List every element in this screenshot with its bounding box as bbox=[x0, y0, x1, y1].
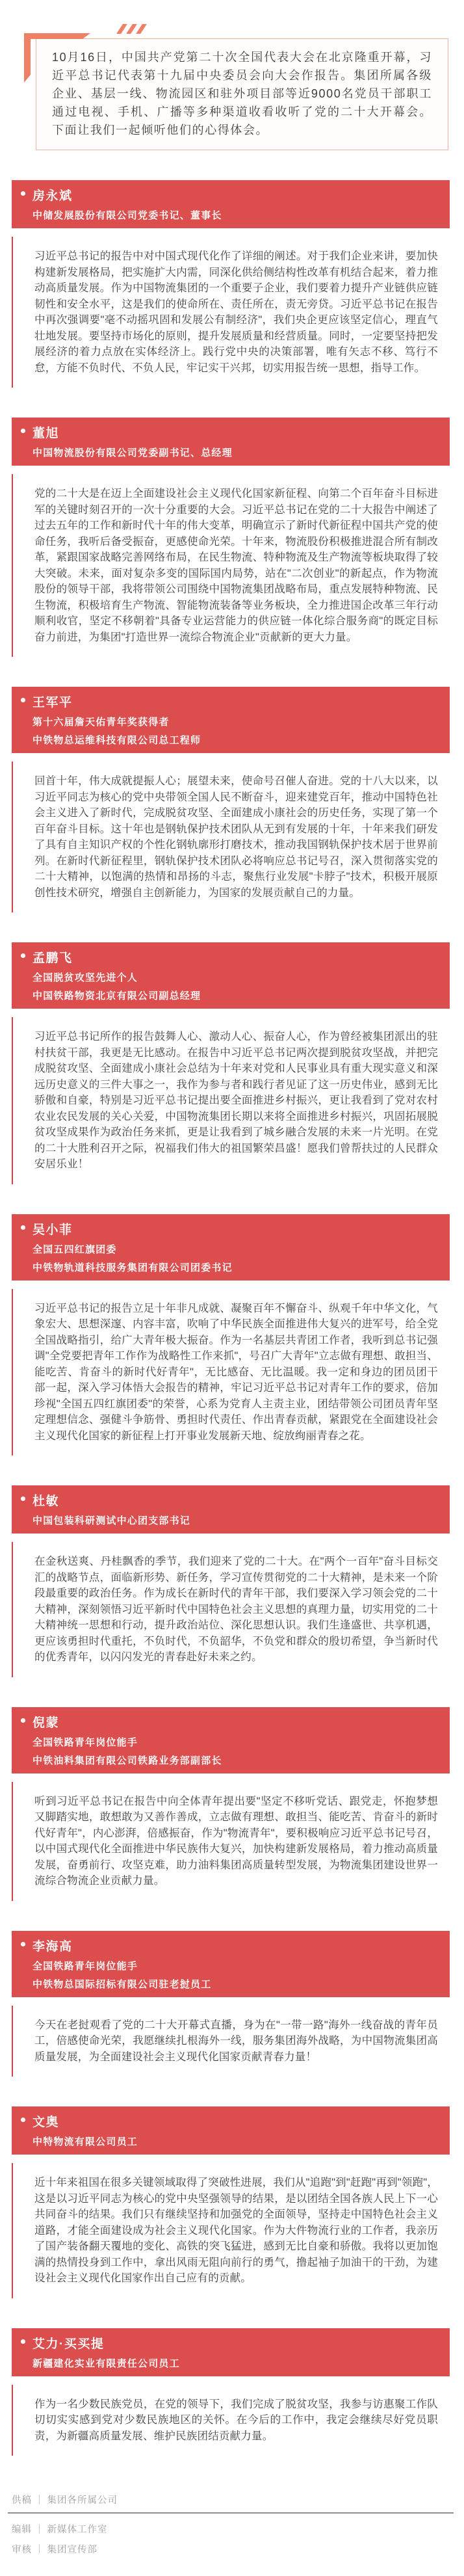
person-name: 艾力·买买提 bbox=[32, 2337, 105, 2351]
footer-separator: ｜ bbox=[34, 2525, 45, 2535]
person-title: 全国脱贫攻坚先进个人 bbox=[32, 972, 138, 983]
person-speech: 作为一名少数民族党员，在党的领导下，我们完成了脱贫攻坚，我参与访惠聚工作队切切实实感到党对少数民族地区的关怀。在今后的工作中，我定会继续尽好党员职责，为新疆高质量发展、维护民族团结贡献力量。 bbox=[34, 2398, 438, 2442]
person-name-row bbox=[19, 1220, 442, 1238]
person-titles bbox=[19, 2134, 442, 2148]
person-name-bar bbox=[12, 2106, 450, 2155]
person-name-row bbox=[19, 186, 442, 204]
person-name-row bbox=[19, 423, 442, 441]
person-quote-block bbox=[12, 2006, 450, 2077]
person-name: 董旭 bbox=[32, 427, 60, 440]
person-section bbox=[12, 418, 450, 657]
footer-label: 审核 bbox=[12, 2545, 32, 2555]
bullet-icon bbox=[21, 1718, 25, 1723]
person-section bbox=[12, 687, 450, 912]
person-name: 倪蒙 bbox=[32, 1716, 60, 1730]
person-title: 中特物流有限公司员工 bbox=[32, 2136, 138, 2147]
corner-decoration-icon bbox=[24, 33, 90, 39]
person-name: 吴小菲 bbox=[32, 1223, 73, 1237]
person-titles bbox=[19, 1513, 442, 1527]
person-quote-block bbox=[12, 1017, 450, 1184]
person-section bbox=[12, 1707, 450, 1901]
bullet-icon bbox=[21, 1496, 25, 1501]
person-section bbox=[12, 1931, 450, 2077]
person-name-bar bbox=[12, 1485, 450, 1534]
person-speech: 听到习近平总书记在报告中向全体青年提出要"坚定不移听党话、跟党走，怀抱梦想又脚踏实地，敢想敢为又善作善成，立志做有理想、敢担当、能吃苦、肯奋斗的新时代好青年"，内心澎湃，倍感振奋，作为"物流青年"，要积极响应习近平总书记号召，以中国式现代化全面推进中华民族伟大复兴，加快构建新发展格局，着力推动高质量发展，奋勇前行、攻坚克难，助力油料集团高质量转型发展，为物流集团建设世界一流综合物流企业贡献力量。 bbox=[34, 1795, 438, 1887]
person-section bbox=[12, 942, 450, 1184]
person-title: 中国物流股份有限公司党委副书记、总经理 bbox=[32, 447, 233, 458]
person-speech: 习近平总书记的报告立足十年非凡成就、凝聚百年不懈奋斗、纵观千年中华文化，气象宏大、思想深邃、内容丰富，吹响了中华民族全面推进伟大复兴的进军号，给全党全国战略指引，给广大青年极大振奋。作为一名基层共青团工作者，我听到总书记强调"全党要把青年工作作为战略性工作来抓"，号召广大青年"立志做有理想、敢担当、能吃苦、肯奋斗的新时代好青年"，无比感奋、无比温暖。我一定和身边的团员团干部一起，深入学习体悟大会报告的精神，牢记习近平总书记对青年工作的要求，倍加珍视"全国五四红旗团委"的荣誉，心系为党育人主责主业，团结带领公司团员青年坚定理想信念、强健斗争筋骨、勇担时代责任、作出青春贡献，紧跟党在全面建设社会主义现代化国家的新征程上打开事业发展新天地、绽放绚丽青春之花。 bbox=[34, 1302, 438, 1442]
person-name-row bbox=[19, 948, 442, 966]
person-title: 中铁物总运维科技有限公司总工程师 bbox=[32, 735, 201, 746]
person-title: 全国五四红旗团委 bbox=[32, 1243, 117, 1255]
slash-icon bbox=[126, 24, 137, 34]
triple-slash-icon bbox=[120, 24, 144, 34]
person-section bbox=[12, 1214, 450, 1456]
person-title: 全国铁路青年岗位能手 bbox=[32, 1736, 138, 1748]
corner-decoration-icon bbox=[24, 33, 31, 83]
person-speech: 在金秋送爽、丹桂飘香的季节，我们迎来了党的二十大。在"两个一百年"奋斗目标交汇的战略节点，面临新形势、新任务，学习宣传贯彻党的二十大精神，是未来一个阶段最重要的政治任务。作为成长在新时代的青年干部，我们要深入学习领会党的二十大精神，深刻领悟习近平新时代中国特色社会主义思想的真理力量，切实用党的二十大精神统一思想和行动，提升政治站位、深化思想认识。我们生逢盛世、共享机遇，更应该勇担时代重托，不负时代，不负韶华，不负党和群众的殷切希望，争当新时代的优秀青年，以闪闪发光的青春赴好未来之约。 bbox=[34, 1556, 438, 1663]
footer-separator: ｜ bbox=[34, 2545, 45, 2555]
intro-text: 10月16日，中国共产党第二十次全国代表大会在北京隆重开幕，习近平总书记代表第十九届中央委员会向大会作报告。集团所属各级企业、基层一线、物流园区和驻外项目部等近9000名党员干部职工通过电视、手机、广播等多种渠道收看收听了党的二十大开幕会。下面让我们一起倾听他们的心得体会。 bbox=[52, 51, 432, 137]
person-name: 文奥 bbox=[32, 2116, 60, 2129]
people-list bbox=[0, 180, 464, 2456]
person-quote-block bbox=[12, 1289, 450, 1456]
person-speech: 习近平总书记的报告中对中国式现代化作了详细的阐述。对于我们企业来讲，要加快构建新发展格局，把实施扩大内需，同深化供给侧结构性改革有机结合起来，着力推动高质量发展。作为中国物流集团的一个重要子企业，我们要着力提升产业链供应链韧性和安全水平，这是我们的使命所在、责任所在，责无旁贷。习近平总书记在报告中再次强调要"毫不动摇巩固和发展公有制经济"，我们央企更应该坚定信心，理直气壮地发展。要坚持市场化的原则，提升发展质量和经营质量。同时，一定要坚持把发展经济的着力点放在实体经济上。践行党中央的决策部署，唯有矢志不移、笃行不怠，方能不负时代、不负人民，牢记实干兴邦，切实用报告统一思想，指导工作。 bbox=[34, 250, 438, 374]
person-quote-block bbox=[12, 237, 450, 388]
person-name-row bbox=[19, 1937, 442, 1954]
bullet-icon bbox=[21, 2339, 25, 2344]
slash-icon bbox=[116, 24, 127, 34]
person-titles bbox=[19, 1735, 442, 1767]
person-title: 中国包装科研测试中心团支部书记 bbox=[32, 1515, 191, 1526]
person-name: 杜敏 bbox=[32, 1494, 60, 1508]
person-name-bar bbox=[12, 1931, 450, 1997]
footer-line-contributor bbox=[12, 2490, 450, 2510]
footer-label: 编辑 bbox=[12, 2525, 32, 2535]
person-speech: 回首十年，伟大成就提振人心；展望未来，使命号召催人奋进。党的十八大以来，以习近平同志为核心的党中央带领全国人民不断奋斗，迎来建党百年，推动中国特色社会主义进入了新时代，完成脱贫攻坚、全面建成小康社会的历史任务，实现了第一个百年奋斗目标。这十年也是钢轨保护技术团队从无到有发展的十年，十年来我们研发了具有自主知识产权的个性化钢轨廓形打磨技术，推动我国钢轨保护技术居于世界前列。在新时代新征程里，钢轨保护技术团队必将响应总书记号召，深入贯彻落实党的二十大精神，以饱满的热情和昂扬的斗志，聚焦行业发展"卡脖子"技术，积极开展原创性技术研究，增强自主创新能力，为国家的发展贡献自己的力量。 bbox=[34, 775, 438, 899]
person-section bbox=[12, 1485, 450, 1677]
footer-value: 集团宣传部 bbox=[47, 2545, 97, 2555]
person-name-row bbox=[19, 2112, 442, 2130]
person-name-bar bbox=[12, 942, 450, 1009]
bullet-icon bbox=[21, 953, 25, 958]
bullet-icon bbox=[21, 191, 25, 196]
bullet-icon bbox=[21, 2118, 25, 2122]
person-titles bbox=[19, 715, 442, 747]
intro-box bbox=[36, 38, 448, 150]
person-quote-block bbox=[12, 2163, 450, 2298]
person-speech: 近十年来祖国在很多关键领域取得了突破性进展，我们从"追跑"到"赶跑"再到"领跑"，这是以习近平同志为核心的党中央坚强领导的结果，是以团结全国各族人民上下一心共同奋斗的结果。我们只有继续坚持和加强党的全面领导，坚持走中国特色社会主义道路，才能全面建设成为社会主义现代化国家。作为大件物流行业的工作者，我亲历了国产装备翻天覆地的变化、高铁的突飞猛进，感到无比自豪和骄傲。我将以更加饱满的热情投身到工作中，拿出风雨无阻向前行的勇气，撸起袖子加油干的干劲，为建设社会主义现代化国家作出自己应有的贡献。 bbox=[34, 2177, 438, 2284]
footer-value: 集团各所属公司 bbox=[47, 2495, 118, 2506]
person-quote-block bbox=[12, 2385, 450, 2456]
person-name: 孟鹏飞 bbox=[32, 951, 73, 965]
person-name-row bbox=[19, 2334, 442, 2352]
person-title: 中国铁路物资北京有限公司副总经理 bbox=[32, 990, 201, 1002]
person-name-bar bbox=[12, 418, 450, 466]
person-name-row bbox=[19, 1491, 442, 1509]
person-name-row bbox=[19, 1713, 442, 1731]
person-quote-block bbox=[12, 1542, 450, 1677]
person-titles bbox=[19, 208, 442, 222]
person-title: 全国铁路青年岗位能手 bbox=[32, 1960, 138, 1972]
person-name-bar bbox=[12, 687, 450, 753]
slash-icon bbox=[136, 24, 147, 34]
person-speech: 习近平总书记所作的报告鼓舞人心、激动人心、振奋人心，作为曾经被集团派出的驻村扶贫干部，我更是无比感动。在报告中习近平总书记两次提到脱贫攻坚战，并把完成脱贫攻坚、全面建成小康社会总结为十年来对党和人民事业具有重大现实意义和深远历史意义的三件大事之一，我作为参与者和践行者见证了这一历史伟业，感到无比骄傲和自豪，特别是习近平总书记提出要全面推进乡村振兴，更让我看到了党对农村农业农民发展的关心关爱，中国物流集团长期以来将全面推进乡村振兴，巩固拓展脱贫攻坚成果作为政治任务来抓，更是让我看到了城乡融合发展的未来一片光明。在党的二十大胜利召开之际，祝福我们伟大的祖国繁荣昌盛！愿我们曾帮扶过的人民群众安居乐业！ bbox=[34, 1031, 438, 1170]
person-name: 李海高 bbox=[32, 1939, 73, 1954]
bullet-icon bbox=[21, 1942, 25, 1946]
person-section bbox=[12, 180, 450, 388]
bullet-icon bbox=[21, 698, 25, 702]
person-title: 中储发展股份有限公司党委书记、董事长 bbox=[32, 210, 222, 221]
bullet-icon bbox=[21, 1225, 25, 1230]
person-name-bar bbox=[12, 2328, 450, 2376]
person-name-bar bbox=[12, 1214, 450, 1281]
person-section bbox=[12, 2328, 450, 2456]
footer bbox=[12, 2490, 450, 2559]
person-title: 中铁物总国际招标有限公司驻老挝员工 bbox=[32, 1978, 212, 1990]
person-title: 中铁油料集团有限公司铁路业务部副部长 bbox=[32, 1755, 222, 1766]
person-titles bbox=[19, 1242, 442, 1274]
person-titles bbox=[19, 1959, 442, 1991]
footer-value: 新媒体工作室 bbox=[47, 2525, 108, 2535]
person-section bbox=[12, 2106, 450, 2298]
person-name: 王军平 bbox=[32, 696, 73, 710]
person-speech: 党的二十大是在迈上全面建设社会主义现代化国家新征程、向第二个百年奋斗目标进军的关键时刻召开的一次十分重要的大会。习近平总书记在党的二十大报告中阐述了过去五年的工作和新时代十年的伟大变革，明确宣示了新时代新征程中国共产党的使命任务，我听后备受振奋，更感使命光荣。十年来，物流股份积极推进混合所有制改革，紧跟国家战略完善网络布局，在民生物流、特种物流及生产物流等板块取得了较大突破。未来，面对复杂多变的国际国内局势，站在"二次创业"的新起点，作为物流股份的领导干部，我将带领公司围绕中国物流集团战略布局，重点发展特种物流、民生物流，积极培育生产物流、智能物流装备等业务板块，全力推进国企改革三年行动顺利收官，坚定不移朝着"具备专业运营能力的供应链一体化综合服务商"的既定目标奋力前进，为集团"打造世界一流综合物流企业"贡献新的更大力量。 bbox=[34, 488, 438, 643]
person-title: 第十六届詹天佑青年奖获得者 bbox=[32, 717, 170, 728]
person-title: 中铁物轨道科技服务集团有限公司团委书记 bbox=[32, 1262, 233, 1273]
person-titles bbox=[19, 970, 442, 1002]
bullet-icon bbox=[21, 429, 25, 433]
person-name-bar bbox=[12, 180, 450, 228]
person-titles bbox=[19, 2356, 442, 2370]
person-name-row bbox=[19, 693, 442, 710]
person-title: 新疆建化实业有限责任公司员工 bbox=[32, 2357, 180, 2369]
footer-divider bbox=[8, 2512, 454, 2514]
person-name: 房永斌 bbox=[32, 189, 73, 203]
person-speech: 今天在老挝观看了党的二十大开幕式直播，身为在"一带一路"海外一线奋战的青年员工，倍感使命光荣，我愿继续扎根海外一线，服务集团海外战略，为中国物流集团高质量发展，为全面建设社会主义现代化国家贡献青春力量！ bbox=[34, 2019, 438, 2063]
person-quote-block bbox=[12, 762, 450, 912]
person-quote-block bbox=[12, 474, 450, 657]
person-quote-block bbox=[12, 1782, 450, 1901]
footer-line-reviewer bbox=[12, 2539, 450, 2559]
intro-section bbox=[36, 38, 448, 150]
footer-separator: ｜ bbox=[34, 2495, 45, 2506]
footer-line-editor bbox=[12, 2519, 450, 2539]
footer-label: 供稿 bbox=[12, 2495, 32, 2506]
person-titles bbox=[19, 445, 442, 459]
person-name-bar bbox=[12, 1707, 450, 1773]
